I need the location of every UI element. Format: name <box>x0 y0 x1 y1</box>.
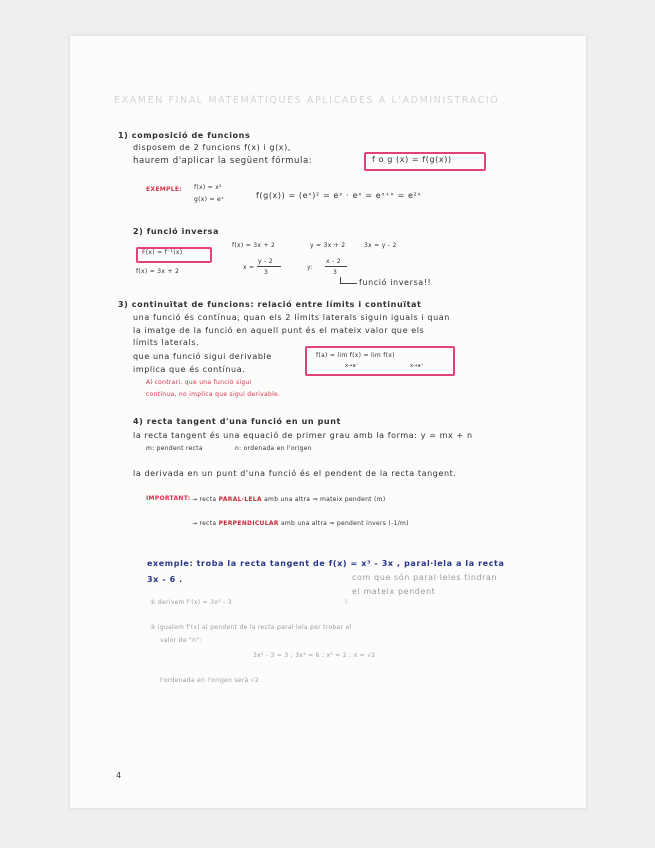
s4-important-1 <box>192 496 385 503</box>
s4-m-label: m: pendent recta <box>146 445 203 452</box>
s2-x-label: x = <box>243 264 255 271</box>
example-step-2b: valor de "n": <box>160 637 202 644</box>
s4-imp1-key: PARAL·LELA <box>218 496 262 503</box>
s1-example-label: EXEMPLE: <box>146 186 182 193</box>
example-last-line: l'ordenada en l'origen serà √2 <box>160 677 259 684</box>
s2-y-num: x - 2 <box>326 258 341 265</box>
s4-imp1-post: amb una altra ⇒ mateix pendent (m) <box>264 496 386 503</box>
s2-fx: f(x) = 3x + 2 <box>232 242 276 249</box>
example-equation: 3x² - 3 = 3 ; 3x² = 6 ; x² = 2 ; x = √2 <box>253 652 376 659</box>
s4-imp1-pre: → recta <box>192 496 217 503</box>
continuity-formula-box <box>305 346 455 376</box>
s4-imp2-key: PERPENDICULAR <box>218 520 279 527</box>
arrow-icon <box>340 277 357 284</box>
s2-solve: 3x = y - 2 <box>364 242 397 249</box>
s1-example-g: g(x) = eˣ <box>194 196 224 203</box>
s4-important-label: IMPORTANT: <box>146 495 191 502</box>
s2-y-eq: y = 3x + 2 <box>310 242 346 249</box>
page-number: 4 <box>116 771 122 780</box>
s2-fx-left: f(x) = 3x + 2 <box>136 268 180 275</box>
example-line-1: exemple: troba la recta tangent de f(x) = x³ - 3x , paral·lela a la recta <box>147 559 505 568</box>
s4-line-1: la recta tangent és una equació de primer grau amb la forma: y = mx + n <box>133 431 473 440</box>
s3-line-5: implica que és contínua. <box>133 365 246 374</box>
s2-inverse-label: funció inversa!! <box>359 278 432 287</box>
s2-y-label: y: <box>307 264 313 271</box>
section-2-heading: 2) funció inversa <box>133 227 220 236</box>
s3-line-1: una funció és contínua, quan els 2 límits laterals siguin iguals i quan <box>133 313 450 322</box>
example-step-2a: ② igualem f'(x) al pendent de la recta paral·lela per trobar el <box>150 624 352 631</box>
s2-x-den: 3 <box>264 269 269 276</box>
s3-line-4: que una funció sigui derivable <box>133 352 272 361</box>
example-step-1: ① derivem f'(x) = 3x² - 3 <box>150 599 232 606</box>
section-3-heading: 3) continuïtat de funcions: relació entre límits i continuïtat <box>118 300 422 309</box>
s4-important-2 <box>192 520 409 527</box>
s1-example-f: f(x) = x² <box>194 184 222 191</box>
continuity-formula: f(a) = lim f(x) = lim f(x) <box>316 352 395 359</box>
limit-left: x→a⁻ <box>345 363 359 369</box>
s4-imp2-post: amb una altra ⇒ pendent invers (-1/m) <box>280 520 409 527</box>
limit-right: x→a⁺ <box>410 363 424 369</box>
example-note-1: com que són paral·leles tindran <box>352 573 498 582</box>
section-1-heading: 1) composició de funcions <box>118 131 251 140</box>
s1-line-1: disposem de 2 funcions f(x) i g(x), <box>133 143 291 152</box>
example-line-2: 3x - 6 . <box>147 575 183 584</box>
s3-line-2: la imatge de la funció en aquell punt és el mateix valor que els <box>133 326 425 335</box>
s3-red-note-2: contínua, no implica que sigui derivable. <box>146 391 281 398</box>
s4-line-2: la derivada en un punt d'una funció és el pendent de la recta tangent. <box>133 469 457 478</box>
s3-red-note-1: Al contrari, que una funció sigui <box>146 379 252 386</box>
example-step-1b: 3 <box>344 599 349 606</box>
s2-x-num: y - 2 <box>258 258 273 265</box>
s4-imp2-pre: → recta <box>192 520 217 527</box>
inverse-notation: F(x) = f⁻¹(x) <box>142 249 183 256</box>
s4-n-label: n: ordenada en l'origen <box>235 445 312 452</box>
page-title: EXAMEN FINAL MATEMÀTIQUES APLICADES A L'ADMINISTRACIÓ <box>114 95 500 106</box>
section-4-heading: 4) recta tangent d'una funció en un punt <box>133 417 341 426</box>
s3-line-3: límits laterals. <box>133 338 200 347</box>
composition-formula: f o g (x) = f(g(x)) <box>372 155 452 164</box>
s1-example-calc: f(g(x)) = (eˣ)² = eˣ · eˣ = eˣ⁺ˣ = e²ˣ <box>256 191 422 200</box>
s2-y-den: 3 <box>333 269 338 276</box>
s1-line-2: haurem d'aplicar la següent fórmula: <box>133 156 313 166</box>
example-note-2: el mateix pendent <box>352 587 436 596</box>
